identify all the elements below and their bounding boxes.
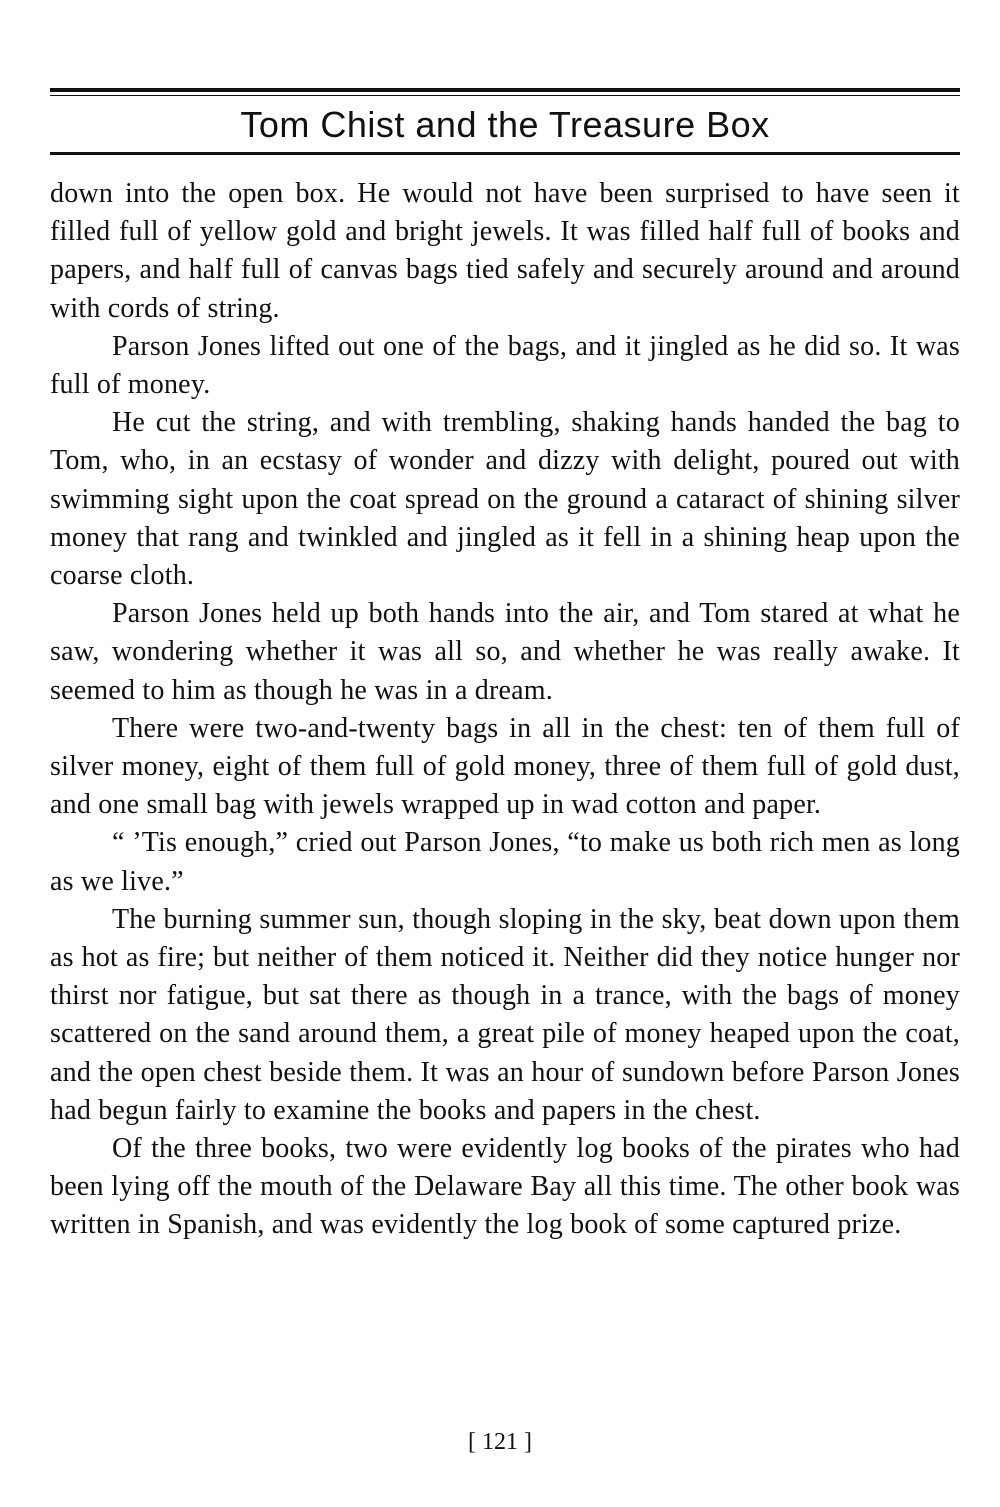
paragraph: Parson Jones lifted out one of the bags, and it jingled as he did so. It was full of money. (50, 330, 960, 401)
header-bottom-rule (50, 152, 960, 155)
paragraph-continued: down into the open box. He would not have been surprised to have seen it filled full of yellow gold and bright jewels. It was filled half full of books and papers, and half full of canvas bags tied safely and securely around and around with cords of string. (50, 178, 960, 324)
book-page (50, 88, 960, 1245)
paragraph: The burning summer sun, though sloping in the sky, beat down upon them as hot as fire; but neither of them noticed it. Neither did they notice hunger nor thirst nor fatigue, but sat there as though in a trance, with the bags of money scattered on the sand around them, a great pile of money heaped upon the coat, and the open chest beside them. It was an hour of sundown before Parson Jones had begun fairly to examine the books and papers in the chest. (50, 903, 960, 1126)
paragraph: “ ’Tis enough,” cried out Parson Jones, “to make us both rich men as long as we live.” (50, 827, 960, 897)
body-text (50, 175, 960, 1245)
page-number: [ 121 ] (468, 1429, 532, 1455)
header-top-rule (50, 88, 960, 92)
paragraph: He cut the string, and with trembling, shaking hands handed the bag to Tom, who, in an ecstasy of wonder and dizzy with delight, poured out with swimming sight upon the coat spread on the ground a cataract of shining silver money that rang and twinkled and jingled as it fell in a shining heap upon the coarse cloth. (50, 407, 960, 592)
paragraph: There were two-and-twenty bags in all in the chest: ten of them full of silver money, eight of them full of gold money, three of them full of gold dust, and one small bag with jewels wrapped up in wad cotton and paper. (50, 712, 960, 821)
header-thin-rule (50, 95, 960, 96)
running-head-title: Tom Chist and the Treasure Box (240, 104, 770, 145)
paragraph: Of the three books, two were evidently log books of the pirates who had been lying off the mouth of the Delaware Bay all this time. The other book was written in Spanish, and was evidently the log book of some captured prize. (50, 1133, 960, 1241)
paragraph: Parson Jones held up both hands into the air, and Tom stared at what he saw, wondering whether it was all so, and whether he was really awake. It seemed to him as though he was in a dream. (50, 598, 960, 706)
